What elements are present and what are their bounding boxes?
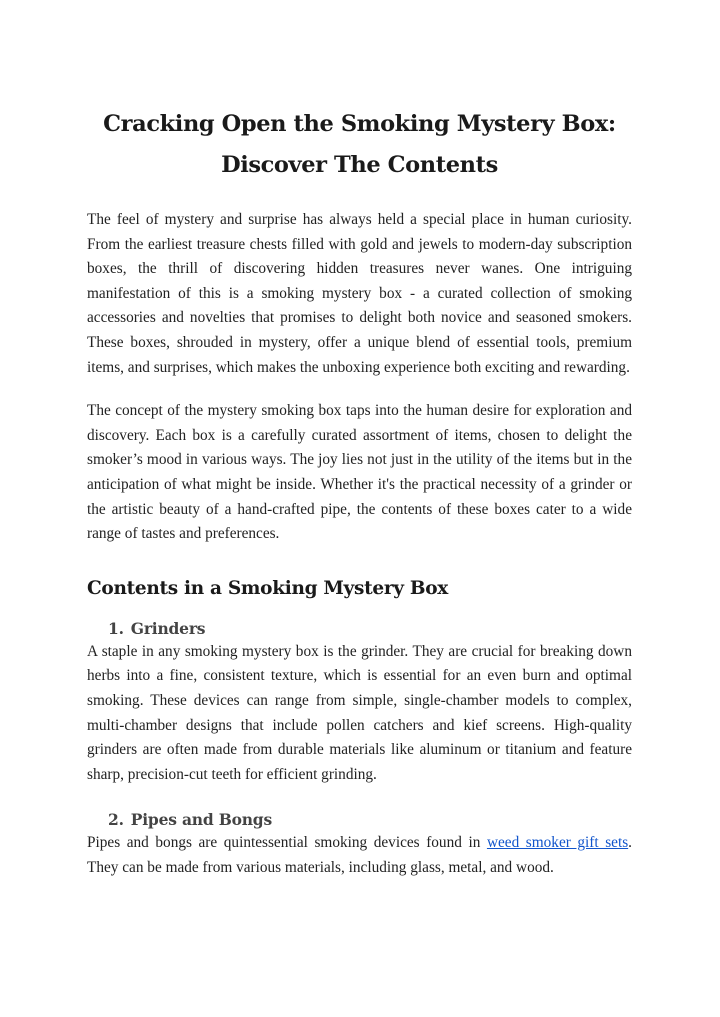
document-page — [87, 104, 632, 880]
item-body-pipes-and-bongs — [87, 831, 632, 880]
item-title: Grinders — [130, 618, 206, 638]
item-heading-pipes-and-bongs — [108, 809, 632, 831]
item-heading-grinders — [108, 618, 632, 640]
body-text-before-link: Pipes and bongs are quintessential smoking devices found in — [87, 834, 487, 852]
item-title: Pipes and Bongs — [130, 810, 272, 830]
intro-paragraph-1: The feel of mystery and surprise has always held a special place in human curiosity. From the earliest treasure chests filled with gold and jewels to modern-day subscription boxes, the thrill of discovering hidden treasures never wanes. One intriguing manifestation of this is a smoking mystery box - a curated collection of smoking accessories and novelties that promises to delight both novice and seasoned smokers. These boxes, shrouded in mystery, offer a unique blend of essential tools, premium items, and surprises, which makes the unboxing experience both exciting and rewarding. — [87, 211, 632, 376]
item-body-grinders: A staple in any smoking mystery box is the grinder. They are crucial for breaking down herbs into a fine, consistent texture, which is essential for an even burn and optimal smoking. These devices can range from simple, single-chamber models to complex, multi-chamber designs that include pollen catchers and kief screens. High-quality grinders are often made from durable materials like aluminum or titanium and feature sharp, precision-cut teeth for efficient grinding. — [87, 642, 632, 783]
document-title — [87, 104, 632, 186]
title-line-2: Discover The Contents — [221, 152, 498, 178]
item-number: 1. — [108, 618, 124, 638]
section-heading-contents: Contents in a Smoking Mystery Box — [87, 577, 448, 599]
title-line-1: Cracking Open the Smoking Mystery Box: — [103, 111, 616, 137]
weed-smoker-gift-sets-link[interactable]: weed smoker gift sets — [486, 834, 629, 852]
item-number: 2. — [108, 810, 124, 830]
body-text-after-link: . They can be made from various materials, including glass, metal, and wood. — [87, 834, 632, 876]
intro-paragraph-2: The concept of the mystery smoking box taps into the human desire for exploration and discovery. Each box is a carefully curated assortment of items, chosen to delight the smoker’s mood in various ways. The joy lies not just in the utility of the items but in the anticipation of what might be inside. Whether it's the practical necessity of a grinder or the artistic beauty of a hand-crafted pipe, the contents of these boxes cater to a wide range of tastes and preferences. — [87, 402, 632, 543]
